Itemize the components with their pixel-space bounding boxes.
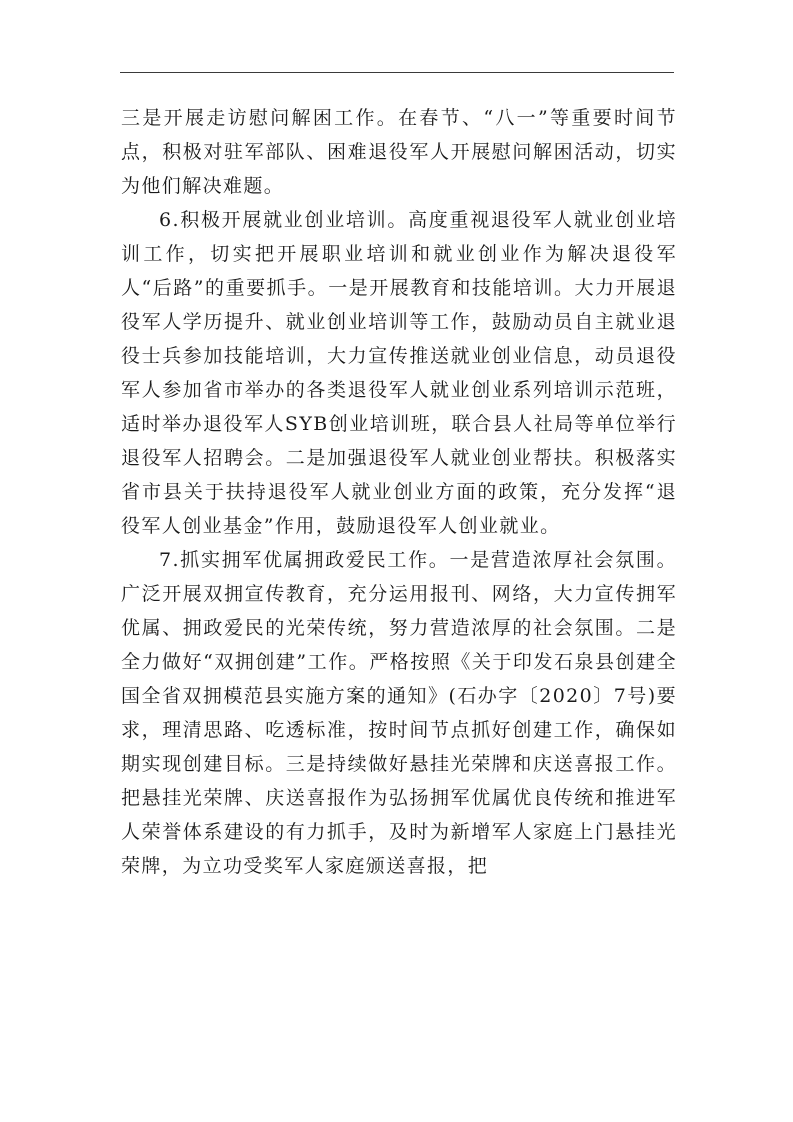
paragraph-military-support: 7.抓实拥军优属拥政爱民工作。一是营造浓厚社会氛围。广泛开展双拥宣传教育，充分运用报刊、网络，大力宣传拥军优属、拥政爱民的光荣传统，努力营造浓厚的社会氛围。二是全力做好“双拥创建”工作。严格按照《关于印发石泉县创建全国全省双拥模范县实施方案的通知》(石办字〔2020〕7号)要求，理清思路、吃透标准，按时间节点抓好创建工作，确保如期实现创建目标。三是持续做好悬挂光荣牌和庆送喜报工作。把悬挂光荣牌、庆送喜报作为弘扬拥军优属优良传统和推进军人荣誉体系建设的有力抓手，及时为新增军人家庭上门悬挂光荣牌，为立功受奖军人家庭颁送喜报，把 <box>121 549 677 877</box>
paragraph-employment-training: 6.积极开展就业创业培训。高度重视退役军人就业创业培训工作，切实把开展职业培训和就业创业作为解决退役军人“后路”的重要抓手。一是开展教育和技能培训。大力开展退役军人学历提升、就业创业培训等工作，鼓励动员自主就业退役士兵参加技能培训，大力宣传推送就业创业信息，动员退役军人参加省市举办的各类退役军人就业创业系列培训示范班，适时举办退役军人SYB创业培训班，联合县人社局等单位举行退役军人招聘会。二是加强退役军人就业创业帮扶。积极落实省市县关于扶持退役军人就业创业方面的政策，充分发挥“退役军人创业基金”作用，鼓励退役军人创业就业。 <box>121 209 677 537</box>
document-body <box>121 101 677 883</box>
paragraph-visits: 三是开展走访慰问解困工作。在春节、“八一”等重要时间节点，积极对驻军部队、困难退役军人开展慰问解困活动，切实为他们解决难题。 <box>121 107 677 197</box>
header-rule <box>120 72 674 73</box>
